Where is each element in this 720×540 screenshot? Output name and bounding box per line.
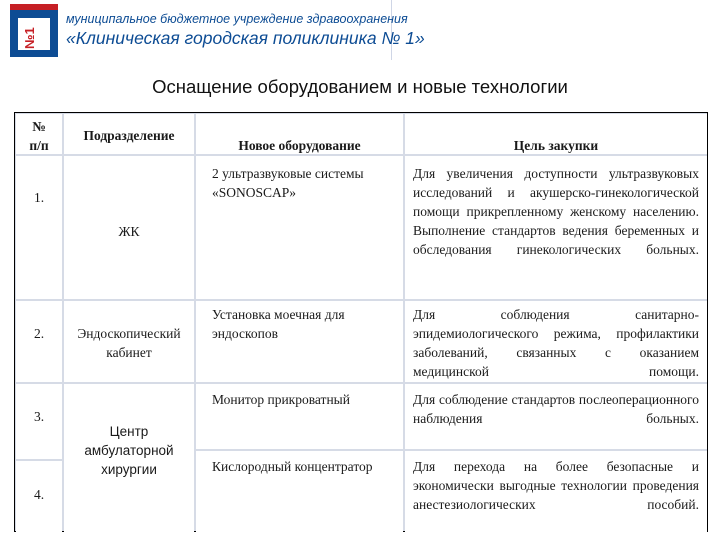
table-row-2-equipment — [196, 301, 403, 382]
row-2-equipment: Установка моечная для эндоскопов — [212, 307, 345, 341]
table-row-1-purpose — [405, 156, 707, 299]
row-3-equipment: Монитор прикроватный — [212, 392, 350, 407]
header-dept: Подразделение — [83, 128, 175, 143]
row-1-number: 1. — [33, 190, 45, 205]
slide-title: Оснащение оборудованием и новые технологии — [152, 76, 568, 97]
table-row-3-4-dept — [64, 384, 194, 532]
row-4-purpose: Для перехода на более безопасные и экономически выгодные технологии проведения анестезиологических пособий. — [413, 459, 699, 512]
table-row-2-num — [16, 301, 62, 382]
header-num-line1: № — [32, 119, 46, 134]
row-1-department: ЖК — [118, 224, 140, 239]
organization-name: «Клиническая городская поликлиника № 1» — [66, 28, 425, 48]
table-row-1-dept — [64, 156, 194, 299]
logo-mark: №1 — [22, 27, 37, 49]
row-3-department: Центр амбулаторной хирургии — [84, 424, 174, 477]
organization-banner — [0, 0, 425, 60]
clinic-logo — [10, 4, 58, 57]
equipment-table — [14, 112, 708, 532]
header-equipment-cell — [196, 114, 403, 154]
table-row-1-equipment — [196, 156, 403, 299]
row-2-purpose: Для соблюдения санитарно-эпидемиологического режима, профилактики заболеваний, связанных с оказанием медицинской помощи. — [413, 307, 699, 379]
row-1-equipment: 2 ультразвуковые системы «SONOSCAP» — [212, 166, 364, 200]
header-purpose: Цель закупки — [513, 138, 599, 153]
header-num-cell — [16, 114, 62, 154]
row-3-number: 3. — [33, 409, 45, 424]
table-row-3-equipment — [196, 384, 403, 449]
header-num-line2: п/п — [29, 138, 49, 153]
row-4-equipment: Кислородный концентратор — [212, 459, 373, 474]
table-row-3-num — [16, 384, 62, 459]
header-equipment: Новое оборудование — [238, 138, 361, 153]
table-row-4-purpose — [405, 451, 707, 532]
table-row-3-purpose — [405, 384, 707, 449]
row-2-department: Эндоскопический кабинет — [77, 326, 181, 360]
row-1-purpose: Для увеличения доступности ультразвуковых исследований и акушерско-гинекологической помощи прикрепленному женскому населению. Выполнение стандартов ведения беременных и обследования гинекологических больных. — [413, 166, 699, 257]
row-2-number: 2. — [33, 326, 45, 341]
table-row-2-purpose — [405, 301, 707, 382]
header-purpose-cell — [405, 114, 707, 154]
table-row-4-equipment — [196, 451, 403, 532]
table-row-1-num — [16, 156, 62, 299]
row-4-number: 4. — [33, 487, 45, 502]
organization-type: муниципальное бюджетное учреждение здравоохранения — [66, 12, 408, 26]
table-row-2-dept — [64, 301, 194, 382]
header-dept-cell — [64, 114, 194, 154]
row-3-purpose: Для соблюдение стандартов послеоперационного наблюдения больных. — [413, 392, 699, 426]
table-row-4-num — [16, 461, 62, 532]
